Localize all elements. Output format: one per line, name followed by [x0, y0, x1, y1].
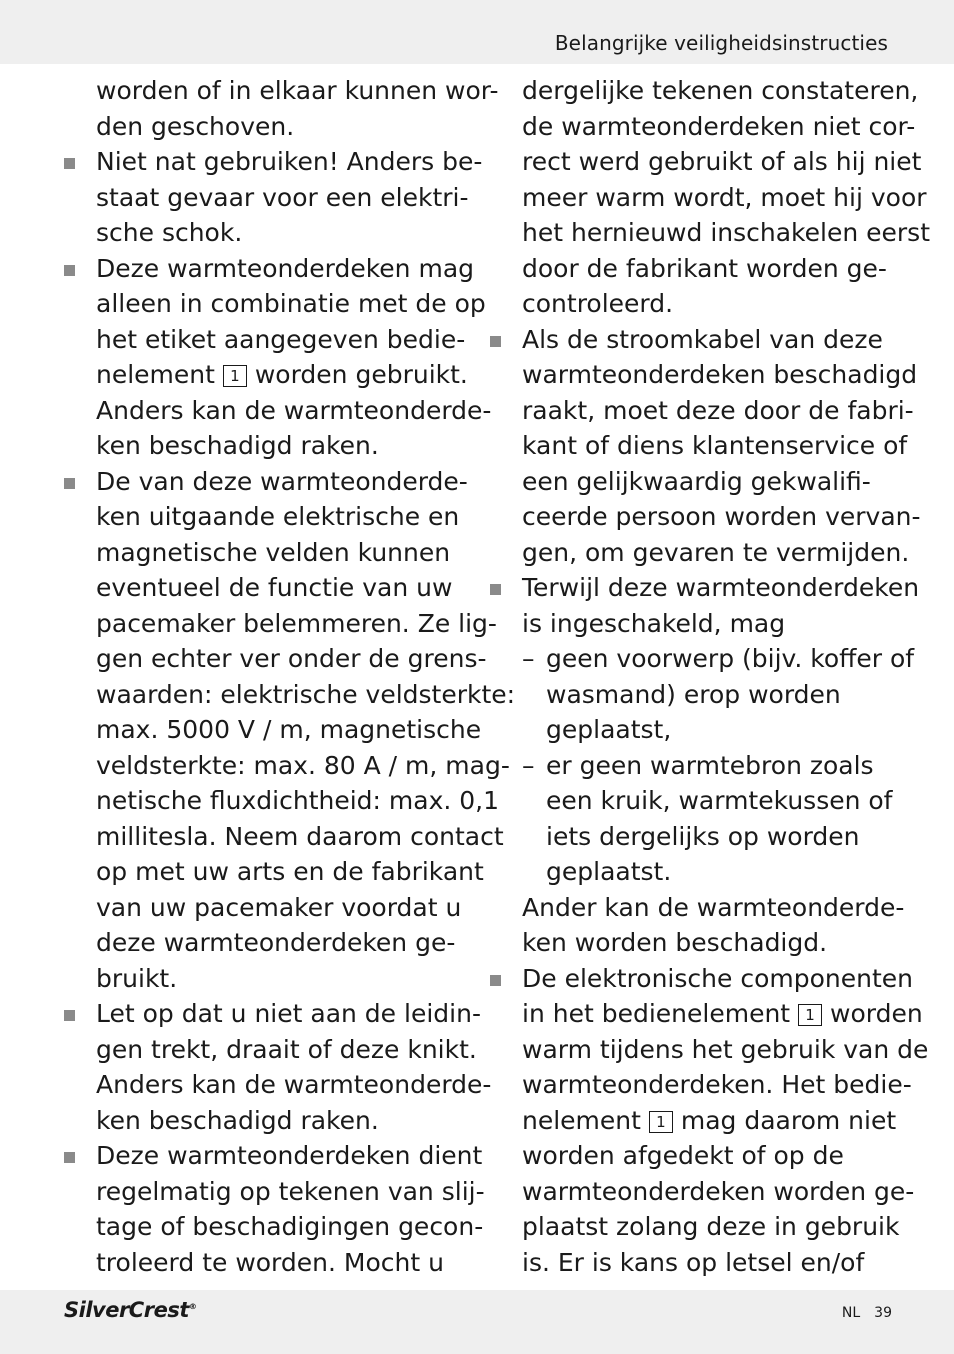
text-line: van uw pacemaker voordat u — [96, 892, 462, 922]
bullet-square-icon — [490, 584, 501, 595]
text-line: gen, om gevaren te vermijden. — [522, 537, 910, 567]
left-column — [96, 73, 516, 1280]
text-line: Niet nat gebruiken! Anders be- — [96, 144, 472, 180]
text-line: een gelijkwaardig gekwalifi- — [522, 466, 871, 496]
text-line: ken beschadigd raken. — [96, 1105, 379, 1135]
text-line: tage of beschadigingen gecon- — [96, 1212, 484, 1241]
language-code: NL — [841, 1305, 861, 1321]
right-column — [522, 73, 930, 1280]
text-line: nelement 1 mag daarom niet — [522, 1105, 897, 1135]
text-line: iets dergelijks op worden — [546, 821, 860, 851]
brand-logo: SilverCrest® — [64, 1298, 197, 1322]
text-line: kant of diens klantenservice of — [522, 431, 908, 460]
text-line: ken worden beschadigd. — [522, 928, 828, 957]
text-line: Anders kan de warmteonderde- — [96, 1070, 492, 1099]
reference-number-box: 1 — [223, 365, 247, 387]
bullet-square-icon — [64, 478, 75, 489]
text-line: Als de stroomkabel van deze — [522, 322, 894, 358]
text-line: warmteonderdeken. Het bedie- — [522, 1070, 912, 1099]
text-line: ken uitgaande elektrische en — [96, 502, 460, 531]
text-line: Deze warmteonderdeken dient — [96, 1138, 472, 1174]
page-number: 39 — [874, 1305, 892, 1321]
page-footer — [842, 1305, 892, 1321]
text-line: veldsterkte: max. 80 A / m, mag- — [96, 750, 510, 780]
dash-marker: – — [522, 750, 535, 780]
text-line: dergelijke tekenen constateren, — [522, 76, 919, 105]
text-line: wasmand) erop worden — [546, 679, 841, 709]
text-line: alleen in combinatie met de op — [96, 289, 486, 318]
text-line: De van deze warmteonderde- — [96, 464, 472, 500]
text-line: waarden: elektrische veldsterkte: — [96, 679, 516, 709]
text-line: Anders kan de warmteonderde- — [96, 395, 492, 425]
text-line: bruikt. — [96, 963, 178, 993]
text-line: sche schok. — [96, 218, 243, 247]
text-line: staat gevaar voor een elektri- — [96, 182, 469, 212]
text-line: eventueel de functie van uw — [96, 573, 453, 602]
text-line: de warmteonderdeken niet cor- — [522, 111, 916, 141]
text-line: warm tijdens het gebruik van de — [522, 1034, 929, 1064]
text-line: gen echter ver onder de grens- — [96, 644, 487, 673]
text-line: deze warmteonderdeken ge- — [96, 928, 456, 957]
text-line: is ingeschakeld, mag — [522, 608, 786, 638]
text-line: in het bedienelement 1 worden — [522, 999, 923, 1028]
text-line: rect werd gebruikt of als hij niet — [522, 147, 922, 176]
text-line: Ander kan de warmteonderde- — [522, 892, 905, 922]
text-line: Deze warmteonderdeken mag — [96, 251, 472, 287]
text-line: – geen voorwerp (bijv. koffer of — [522, 641, 894, 677]
text-line: netische fluxdichtheid: max. 0,1 — [96, 786, 500, 815]
text-line: ceerde persoon worden vervan- — [522, 502, 921, 531]
text-line: het hernieuwd inschakelen eerst — [522, 218, 930, 247]
bullet-square-icon — [64, 1152, 75, 1163]
text-line: pacemaker belemmeren. Ze lig- — [96, 608, 497, 638]
text-line: meer warm wordt, moet hij voor — [522, 182, 927, 212]
text-line: raakt, moet deze door de fabri- — [522, 395, 914, 425]
text-line: De elektronische componenten — [522, 961, 894, 997]
bullet-square-icon — [64, 1010, 75, 1021]
text-line: gen trekt, draait of deze knikt. — [96, 1034, 477, 1064]
bullet-square-icon — [490, 336, 501, 347]
text-line: max. 5000 V / m, magnetische — [96, 715, 482, 744]
text-line: worden of in elkaar kunnen wor- — [96, 76, 499, 105]
bullet-square-icon — [64, 158, 75, 169]
text-line: Terwijl deze warmteonderdeken — [522, 570, 894, 606]
text-line: geplaatst. — [546, 857, 672, 886]
reference-number-box: 1 — [649, 1111, 673, 1133]
text-line: warmteonderdeken beschadigd — [522, 360, 918, 389]
text-line: het etiket aangegeven bedie- — [96, 324, 466, 354]
dash-marker: – — [522, 644, 535, 673]
text-line: is. Er is kans op letsel en/of — [522, 1247, 865, 1277]
text-line: een kruik, warmtekussen of — [546, 786, 893, 815]
text-line: plaatst zolang deze in gebruik — [522, 1212, 900, 1241]
bullet-square-icon — [490, 975, 501, 986]
text-line: Let op dat u niet aan de leidin- — [96, 996, 472, 1032]
text-line: op met uw arts en de fabrikant — [96, 857, 484, 886]
text-line: troleerd te worden. Mocht u — [96, 1247, 444, 1277]
text-line: magnetische velden kunnen — [96, 537, 451, 567]
text-line: den geschoven. — [96, 111, 295, 141]
text-line: ken beschadigd raken. — [96, 431, 379, 460]
text-line: nelement 1 worden gebruikt. — [96, 360, 468, 389]
text-line: controleerd. — [522, 289, 674, 318]
reference-number-box: 1 — [798, 1004, 822, 1026]
section-title: Belangrijke veiligheidsinstructies — [554, 31, 888, 55]
text-line: warmteonderdeken worden ge- — [522, 1176, 915, 1206]
bullet-square-icon — [64, 265, 75, 276]
text-line: regelmatig op tekenen van slij- — [96, 1176, 485, 1206]
text-line: – er geen warmtebron zoals — [522, 748, 894, 784]
text-line: worden afgedekt of op de — [522, 1141, 844, 1170]
text-line: door de fabrikant worden ge- — [522, 253, 887, 283]
text-line: geplaatst, — [546, 715, 672, 744]
text-line: millitesla. Neem daarom contact — [96, 821, 504, 851]
